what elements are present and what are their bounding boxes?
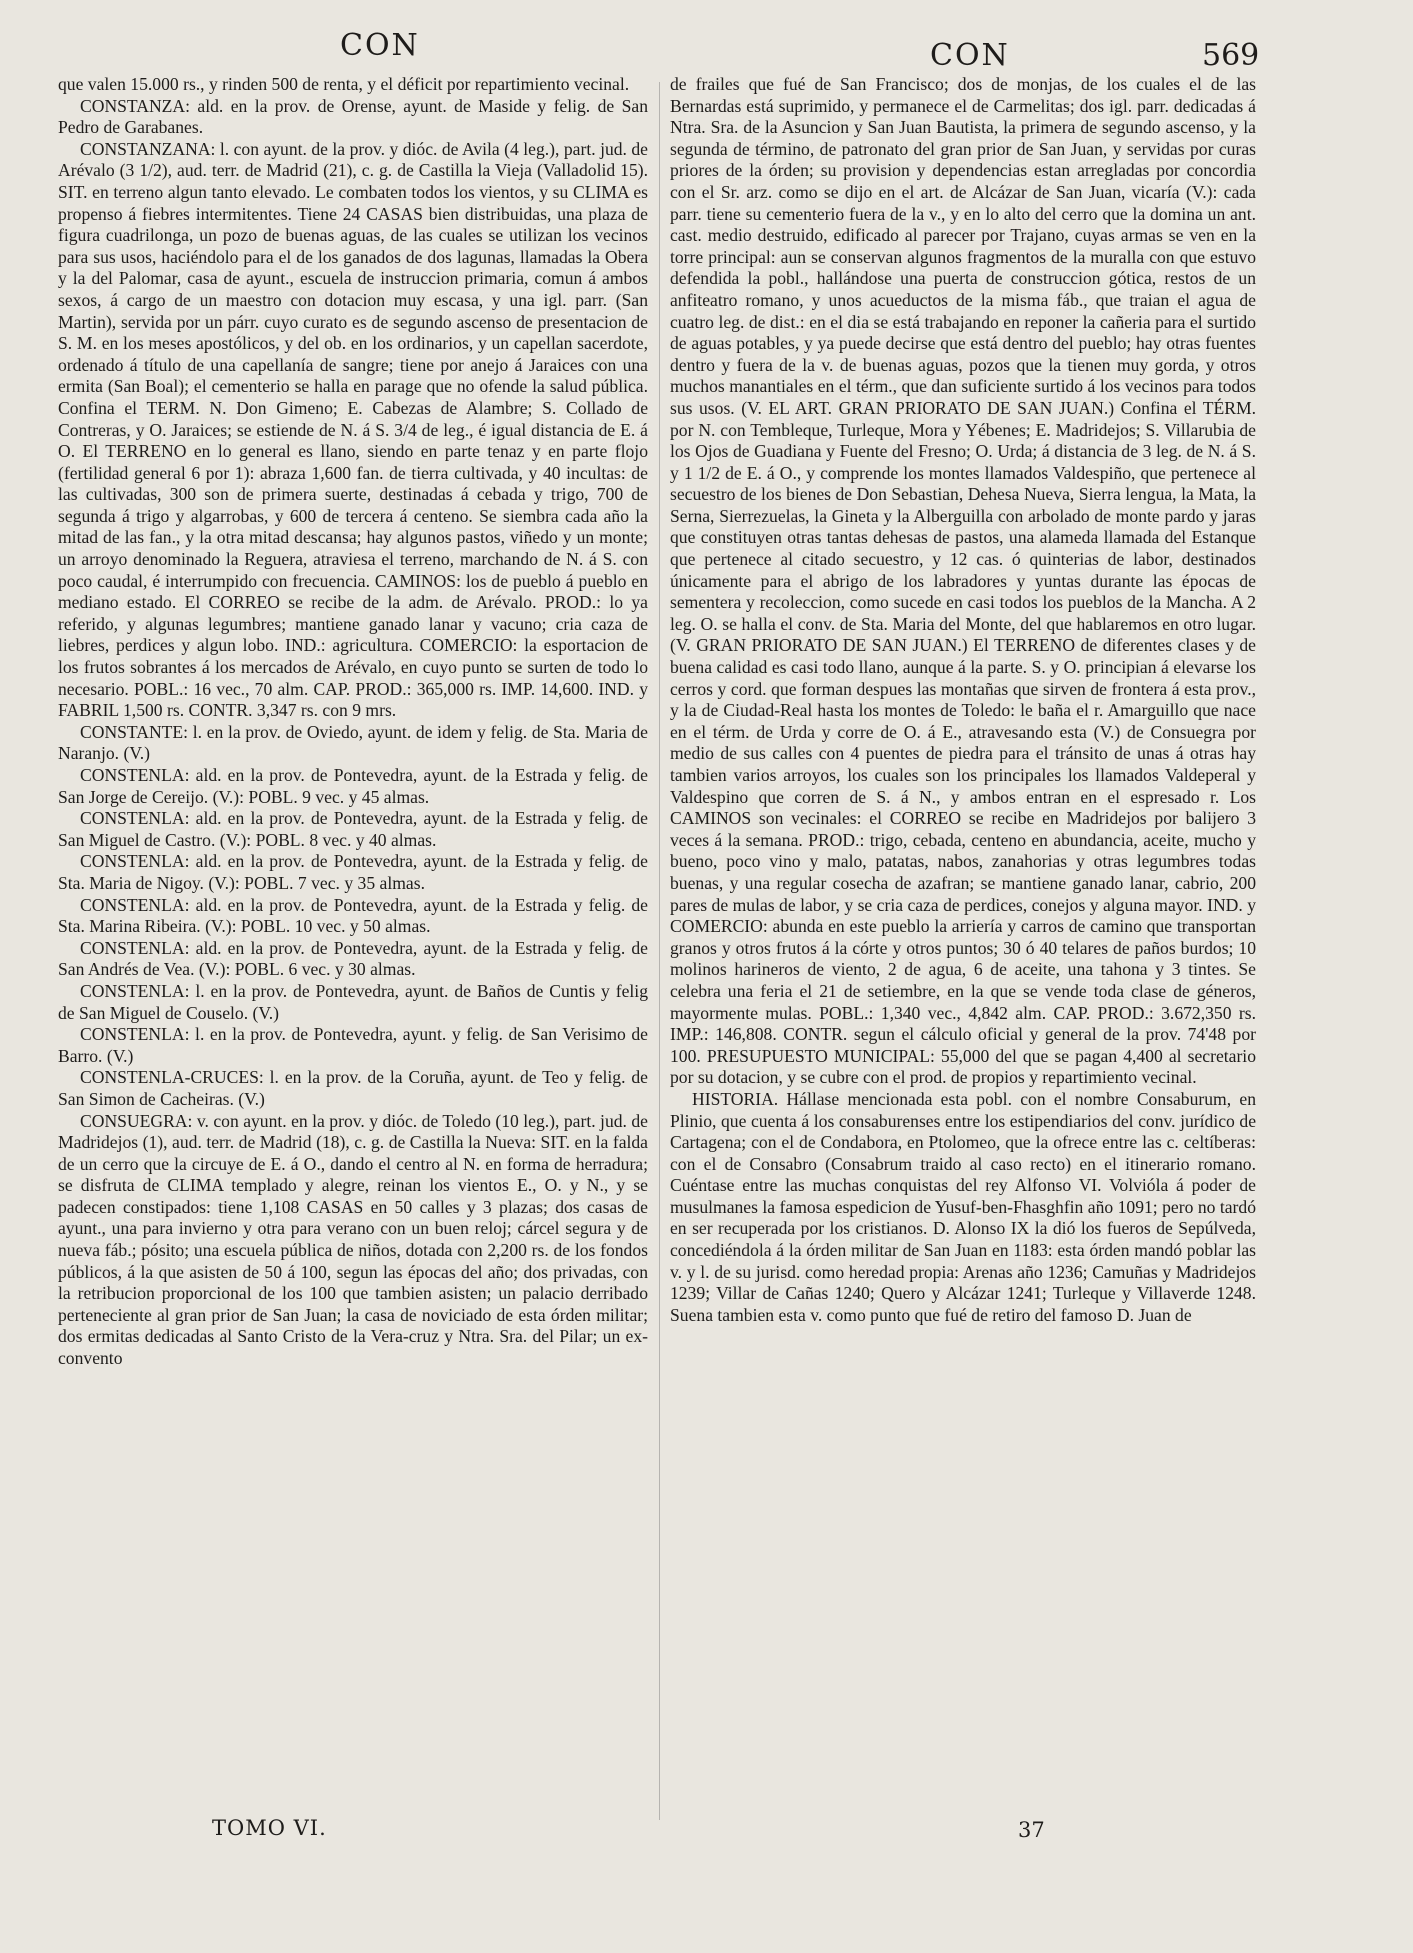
entry-consuegra: CONSUEGRA: v. con ayunt. en la prov. y dióc. de Toledo (10 leg.), part. jud. de Madridejos (1), aud. terr. de Madrid (18), c. g. de Castilla la Nueva: SIT. en la falda de un cerro que la circuye de E. á O., dando el centro al N. en forma de herradura; se disfruta de CLIMA templado y alegre, reinan los vientos E., O. y N., y se padecen constipados: tiene 1,108 CASAS en 50 calles y 3 plazas; dos casas de ayunt., una para invierno y otra para verano con un buen reloj; cárcel segura y de nueva fáb.; pósito; una escuela pública de niños, dotada con 2,200 rs. de los fondos públicos, á la que asisten de 50 á 100, segun las épocas del año; dos privadas, con la retribucion proporcional de los 100 que tambien asisten; un palacio derribado perteneciente al gran prior de San Juan; la casa de noviciado de esta órden militar; dos ermitas dedicadas al Santo Cristo de la Vera-cruz y Ntra. Sra. del Pilar; un ex-convento [58, 1110, 648, 1369]
running-header [0, 28, 1413, 73]
entry-constante: CONSTANTE: l. en la prov. de Oviedo, ayunt. de idem y felig. de Sta. Maria de Naranjo. (V.) [58, 721, 648, 764]
entry-consuegra-continued: de frailes que fué de San Francisco; dos de monjas, de los cuales el de las Bernardas está suprimido, y permanece el de Carmelitas; dos igl. parr. dedicadas á Ntra. Sra. de la Asuncion y San Juan Bautista, la primera de segundo ascenso, y la segunda de término, de patronato del gran prior de San Juan, y servidas por curas priores de la órden; su provision y dependencias estan arregladas por concordia con el Sr. arz. como se dijo en el art. de Alcázar de San Juan, vicaría (V.): cada parr. tiene su cementerio fuera de la v., y en lo alto del cerro que la domina un ant. cast. medio destruido, edificado al parecer por Trajano, cuyas armas se ven en la torre principal: aun se conservan algunos fragmentos de la muralla con que estuvo defendida la pobl., hallándose una puerta de construccion gótica, restos de un anfiteatro romano, y unos acueductos de la misma fáb., que traian el agua de cuatro leg. de dist.: en el dia se está trabajando en reponer la cañeria para el surtido de aguas potables, y ya puede decirse que está dentro del pueblo; hay otras fuentes dentro y fuera de la v. de buenas aguas, pozos que la tienen muy gorda, y otros muchos manantiales en el térm., que dan suficiente surtido á los vecinos para todos sus usos. (V. EL ART. GRAN PRIORATO DE SAN JUAN.) Confina el TÉRM. por N. con Tembleque, Turleque, Mora y Yébenes; E. Madridejos; S. Villarubia de los Ojos de Guadiana y Fuente del Fresno; O. Urda; á distancia de 3 leg. de N. á S. y 1 1/2 de E. á O., y comprende los montes llamados Valdespiño, que pertenece al secuestro de los bienes de Don Sebastian, Dehesa Nueva, Sierra lengua, la Mata, la Serna, Sierrezuelas, la Gineta y la Alberguilla con arbolado de monte pardo y jaras que constituyen otras tantas dehesas de pastos, una alameda llamada del Estanque que pertenece al citado secuestro, y 12 cas. ó quinterias de labor, destinados únicamente para el abrigo de los labradores y yuntas durante las épocas de sementera y recoleccion, como sucede en casi todos los pueblos de la Mancha. A 2 leg. O. se halla el conv. de Sta. Maria del Monte, del que hablaremos en otro lugar. (V. GRAN PRIORATO DE SAN JUAN.) El TERRENO de diferentes clases y de buena calidad es casi todo llano, aunque á la parte. S. y O. principian á elevarse los cerros y cord. que forman despues las montañas que sirven de frontera á esta prov., y la de Ciudad-Real hasta los montes de Toledo: le baña el r. Amarguillo que nace en el térm. de Urda y corre de O. á E., atravesando esta (V.) de Consuegra por medio de sus calles con 4 puentes de piedra para el tránsito de unas á otras hay tambien varios arroyos, los cuales son los principales los llamados Valdeperal y Valdespino que corren de S. á N., y ambos entran en el espresado r. Los CAMINOS son vecinales: el CORREO se recibe en Madridejos por balijero 3 veces á la semana. PROD.: trigo, cebada, centeno en abundancia, aceite, mucho y bueno, poco vino y malo, patatas, nabos, zanahorias y otras legumbres todas buenas, y una regular cosecha de azafran; se mantiene ganado lanar, cabrio, 200 pares de mulas de labor, y se cria caza de perdices, conejos y alguna mayor. IND. y COMERCIO: abunda en este pueblo la arriería y carros de camino que transportan granos y otros frutos á la córte y otros puntos; 30 ó 40 telares de paños burdos; 10 molinos harineros de viento, 2 de agua, 6 de aceite, una tahona y 3 tintes. Se celebra una feria el 21 de setiembre, en la que se vende toda clase de géneros, mayormente mulas. POBL.: 1,340 vec., 4,842 alm. CAP. PROD.: 3.672,350 rs. IMP.: 146,808. CONTR. segun el cálculo oficial y general de la prov. 74'48 por 100. PRESUPUESTO MUNICIPAL: 55,000 del que se pagan 4,400 al secretario por su dotacion, y se cubre con el prod. de propios y repartimiento vecinal. [670, 74, 1256, 1088]
signature-mark: 37 [1018, 1818, 1045, 1842]
header-right-word: CON [930, 38, 1010, 73]
entry-constenla-barro: CONSTENLA: l. en la prov. de Pontevedra, ayunt. y felig. de San Verisimo de Barro. (V.) [58, 1024, 648, 1066]
entry-constenla-cruces: CONSTENLA-CRUCES: l. en la prov. de la Coruña, ayunt. de Teo y felig. de San Simon de Cacheiras. (V.) [58, 1067, 648, 1109]
entry-constenla-castro: CONSTENLA: ald. en la prov. de Pontevedra, ayunt. de la Estrada y felig. de San Miguel de Castro. (V.): POBL. 8 vec. y 40 almas. [58, 808, 648, 850]
volume-label: TOMO VI. [212, 1816, 327, 1840]
left-column [58, 74, 648, 1370]
entry-constenla-couselo: CONSTENLA: l. en la prov. de Pontevedra, ayunt. de Baños de Cuntis y felig de San Miguel de Couselo. (V.) [58, 980, 648, 1023]
entry-constenla-cereijo: CONSTENLA: ald. en la prov. de Pontevedra, ayunt. de la Estrada y felig. de San Jorge de Cereijo. (V.): POBL. 9 vec. y 45 almas. [58, 765, 648, 807]
entry-continuation: que valen 15.000 rs., y rinden 500 de renta, y el déficit por repartimiento vecinal. [58, 74, 630, 94]
column-rule [659, 82, 660, 1820]
entry-constenla-nigoy: CONSTENLA: ald. en la prov. de Pontevedra, ayunt. de la Estrada y felig. de Sta. Maria de Nigoy. (V.): POBL. 7 vec. y 35 almas. [58, 851, 648, 893]
entry-constenla-ribeira: CONSTENLA: ald. en la prov. de Pontevedra, ayunt. de la Estrada y felig. de Sta. Marina Ribeira. (V.): POBL. 10 vec. y 50 almas. [58, 894, 648, 937]
entry-constanzana: CONSTANZANA: l. con ayunt. de la prov. y dióc. de Avila (4 leg.), part. jud. de Arévalo (3 1/2), aud. terr. de Madrid (21), c. g. de Castilla la Vieja (Valladolid 15). SIT. en terreno algun tanto elevado. Le combaten todos los vientos, y su CLIMA es propenso á fiebres intermitentes. Tiene 24 CASAS bien distribuidas, una plaza de figura cuadrilonga, un pozo de buenas aguas, de las cuales se utilizan los vecinos para sus usos, haciéndolo para el de los ganados de dos lagunas, llamadas la Obera y la del Palomar, casa de ayunt., escuela de instruccion primaria, comun á ambos sexos, á cargo de un maestro con dotacion muy escasa, y una igl. parr. (San Martin), servida por un párr. cuyo curato es de segundo ascenso de presentacion de S. M. en los meses apostólicos, y del ob. en los ordinarios, y un capellan sacerdote, ordenado á título de una capellanía de sangre; tiene por anejo á Jaraices con una ermita (San Boal); el cementerio se halla en parage que no ofende la salud pública. Confina el TERM. N. Don Gimeno; E. Cabezas de Alambre; S. Collado de Contreras, y O. Jaraices; se estiende de N. á S. 3/4 de leg., é igual distancia de E. á O. El TERRENO en lo general es llano, siendo en parte tenaz y en parte flojo (fertilidad general 6 por 1): abraza 1,600 fan. de tierra cultivada, y 40 incultas: de las cultivadas, 300 son de primera suerte, destinadas á cebada y trigo, 700 de segunda á trigo y algarrobas, y 600 de tercera á centeno. Se siembra cada año la mitad de las fan., y la otra mitad descansa; hay algunos pastos, viñedo y un monte; un arroyo denominado la Reguera, atraviesa el terreno, marchando de N. á S. con poco caudal, é interrumpido con frecuencia. CAMINOS: los de pueblo á pueblo en mediano estado. El CORREO se recibe de la adm. de Arévalo. PROD.: lo ya referido, y algunas legumbres; mantiene ganado lanar y vacuno; cria caza de liebres, perdices y algun lobo. IND.: agricultura. COMERCIO: la esportacion de los frutos sobrantes á los mercados de Arévalo, en cuyo punto se surten de todo lo necesario. POBL.: 16 vec., 70 alm. CAP. PROD.: 365,000 rs. IMP. 14,600. IND. y FABRIL 1,500 rs. CONTR. 3,347 rs. con 9 mrs. [58, 138, 648, 721]
header-left-word: CON [340, 28, 420, 63]
right-column [670, 74, 1256, 1326]
entry-historia: HISTORIA. Hállase mencionada esta pobl. con el nombre Consaburum, en Plinio, que cuenta á los consaburenses entre los estipendiarios del conv. jurídico de Cartagena; con el de Condabora, en Ptolomeo, que la ofrece entre las c. celtíberas: con el de Consabro (Consabrum traido al caso recto) en el itinerario romano. Cuéntase entre las muchas conquistas del rey Alfonso VI. Volvióla á poder de musulmanes la famosa espedicion de Yusuf-ben-Fhasghfin año 1091; pero no tardó en ser recuperada por los cristianos. D. Alonso IX la dió los fueros de Sepúlveda, concediéndola á la órden militar de San Juan en 1183: esta órden mandó poblar las v. y l. de su jurisd. como heredad propia: Arenas año 1236; Camuñas y Madridejos 1239; Villar de Cañas 1240; Quero y Alcázar 1241; Turleque y Villaverde 1248. Suena tambien esta v. como punto que fué de retiro del famoso D. Juan de [670, 1088, 1256, 1325]
page-number: 569 [1202, 38, 1260, 73]
entry-constanza: CONSTANZA: ald. en la prov. de Orense, ayunt. de Maside y felig. de San Pedro de Garabanes. [58, 95, 648, 138]
entry-constenla-vea: CONSTENLA: ald. en la prov. de Pontevedra, ayunt. de la Estrada y felig. de San Andrés de Vea. (V.): POBL. 6 vec. y 30 almas. [58, 937, 648, 980]
